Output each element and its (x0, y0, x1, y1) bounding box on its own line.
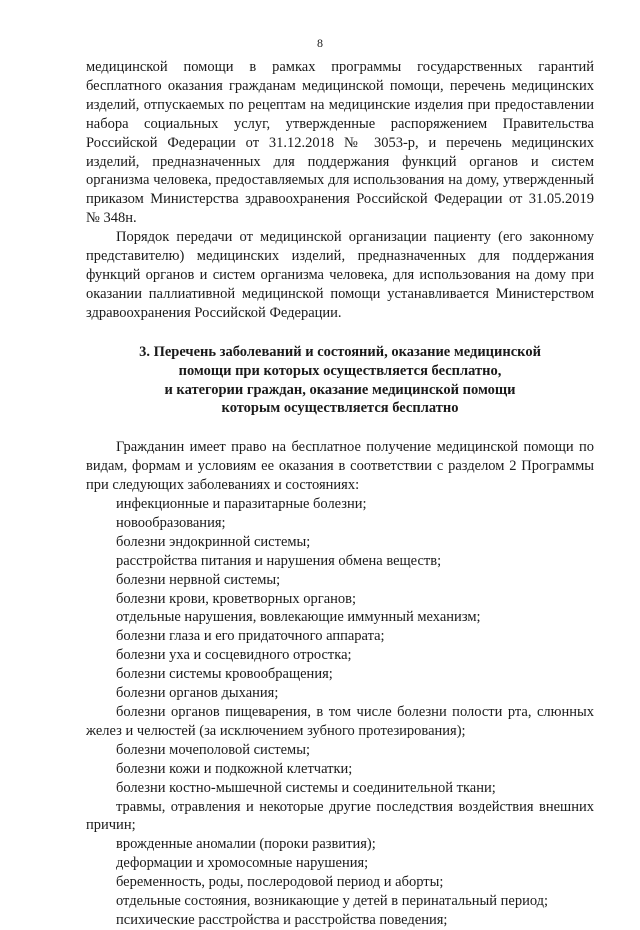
list-item: болезни нервной системы; (116, 571, 281, 588)
intro-paragraph-continued: медицинской помощи в рамках программы государственных гарантий бесплатного оказания гражданам медицинской помощи, перечень медицинских изделий, отпускаемых по рецептам на медицинские изделия при предоставлении набора социальных услуг, утвержденные распоряжением Правительства Российской Федерации от 31.12.2018 № 3053-р, и перечень медицинских изделий, предназначенных для поддержания функций органов и систем организма человека, предоставляемых для использования на дому, утвержденный приказом Министерства здравоохранения Российской Федерации от 31.05.2019 № 348н. (86, 59, 594, 227)
list-item: болезни системы кровообращения; (116, 666, 333, 683)
section-heading-line: 3. Перечень заболеваний и состояний, оказание медицинской (139, 343, 541, 360)
list-item: беременность, роды, послеродовой период и аборты; (116, 874, 444, 891)
section-heading-line: и категории граждан, оказание медицинской помощи (164, 381, 516, 398)
section-heading-line: которым осуществляется бесплатно (221, 400, 459, 417)
list-item: отдельные состояния, возникающие у детей в перинатальный период; (116, 893, 549, 910)
section-heading (86, 343, 594, 419)
list-item: болезни органов дыхания; (116, 685, 279, 702)
list-item: отдельные нарушения, вовлекающие иммунный механизм; (116, 609, 481, 626)
list-item: травмы, отравления и некоторые другие последствия воздействия внешних причин; (86, 798, 594, 834)
page-number: 8 (317, 36, 323, 50)
list-item: инфекционные и паразитарные болезни; (116, 496, 367, 513)
list-item: болезни уха и сосцевидного отростка; (116, 647, 352, 664)
list-item: болезни костно-мышечной системы и соединительной ткани; (116, 779, 496, 796)
section-heading-line: помощи при которых осуществляется бесплатно, (178, 362, 502, 379)
list-item: расстройства питания и нарушения обмена веществ; (116, 552, 442, 569)
list-item: болезни кожи и подкожной клетчатки; (116, 760, 353, 777)
list-item: врожденные аномалии (пороки развития); (116, 836, 376, 853)
section-intro-paragraph: Гражданин имеет право на бесплатное получение медицинской помощи по видам, формам и условиям ее оказания в соответствии с разделом 2 Программы при следующих заболеваниях и состояниях: (86, 439, 594, 494)
list-item: новообразования; (116, 514, 226, 531)
list-item: болезни эндокринной системы; (116, 533, 311, 550)
list-item: психические расстройства и расстройства поведения; (116, 911, 448, 928)
list-item: болезни глаза и его придаточного аппарата; (116, 628, 385, 645)
conditions-list (86, 495, 594, 930)
list-item: деформации и хромосомные нарушения; (116, 855, 369, 872)
list-item: болезни органов пищеварения, в том числе болезни полости рта, слюнных желез и челюстей (за исключением зубного протезирования); (86, 704, 594, 739)
list-item: болезни мочеполовой системы; (116, 741, 310, 758)
document-body (86, 58, 594, 930)
list-item: болезни крови, кроветворных органов; (116, 590, 357, 607)
intro-paragraph-transfer-order: Порядок передачи от медицинской организации пациенту (его законному представителю) медицинских изделий, предназначенных для поддержания функций органов и систем организма человека, для использования на дому при оказании паллиативной медицинской помощи устанавливается Министерством здравоохранения Российской Федерации. (86, 229, 594, 321)
